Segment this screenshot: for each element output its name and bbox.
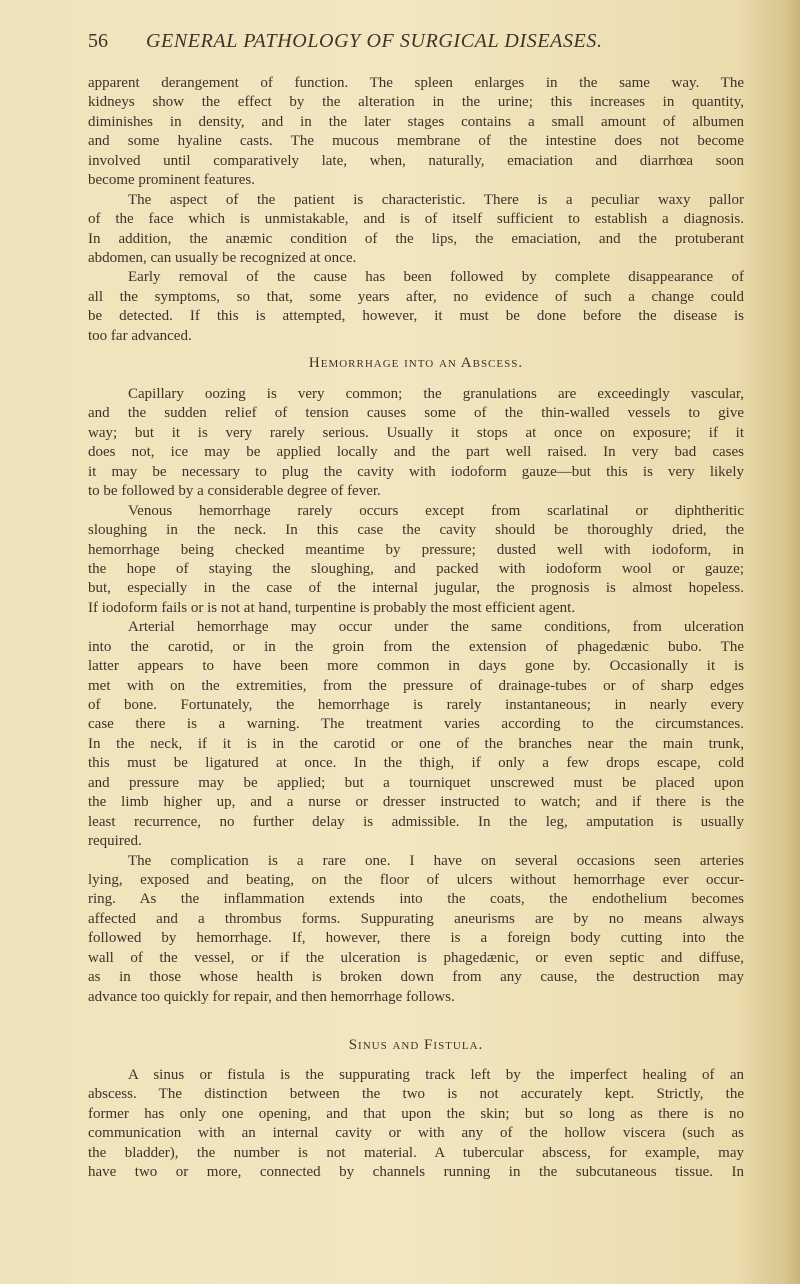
text-line: the bladder), the number is not material. A tubercular abscess, for example, may bbox=[88, 1144, 744, 1161]
text-line: Early removal of the cause has been followed by complete disappearance of bbox=[128, 269, 744, 286]
text-line: into the carotid, or in the groin from the extension of phagedænic bubo. The bbox=[88, 638, 744, 655]
text-line: the limb higher up, and a nurse or dresser instructed to watch; and if there is the bbox=[88, 794, 744, 811]
text-line: abscess. The distinction between the two is not accurately kept. Strictly, the bbox=[88, 1086, 744, 1103]
text-block-intro bbox=[88, 74, 744, 346]
text-line: former has only one opening, and that upon the skin; but so long as there is no bbox=[88, 1105, 744, 1122]
paragraph bbox=[88, 1066, 744, 1183]
text-line: followed by hemorrhage. If, however, there is a foreign body cutting into the bbox=[88, 930, 744, 947]
section-heading-hemorrhage: Hemorrhage into an Abscess. bbox=[308, 355, 524, 371]
text-line: to be followed by a considerable degree of fever. bbox=[88, 483, 381, 500]
text-line: have two or more, connected by channels running in the subcutaneous tissue. In bbox=[88, 1164, 744, 1181]
text-line: ring. As the inflammation extends into the coats, the endothelium becomes bbox=[88, 891, 744, 908]
text-line: In the neck, if it is in the carotid or one of the branches near the main trunk, bbox=[88, 735, 744, 752]
text-line: all the symptoms, so that, some years after, no evidence of such a change could bbox=[88, 288, 744, 305]
running-title: GENERAL PATHOLOGY OF SURGICAL DISEASES. bbox=[146, 30, 603, 52]
text-line: apparent derangement of function. The spleen enlarges in the same way. The bbox=[88, 75, 744, 91]
text-line: If iodoform fails or is not at hand, turpentine is probably the most efficient agent. bbox=[88, 599, 576, 616]
text-line: of the face which is unmistakable, and is of itself sufficient to establish a diagnosis. bbox=[88, 211, 744, 228]
paragraph bbox=[88, 852, 744, 1008]
paragraph bbox=[88, 191, 744, 269]
paragraph bbox=[88, 385, 744, 502]
text-line: Arterial hemorrhage may occur under the same conditions, from ulceration bbox=[128, 619, 744, 636]
text-line: communication with an internal cavity or with any of the hollow viscera (such as bbox=[88, 1125, 744, 1142]
text-line: of bone. Fortunately, the hemorrhage is rarely instantaneous; in nearly every bbox=[88, 697, 744, 713]
paragraph bbox=[88, 268, 744, 346]
text-line: The aspect of the patient is characteristic. There is a peculiar waxy pallor bbox=[128, 191, 744, 208]
page-number: 56 bbox=[88, 30, 108, 52]
text-line: least recurrence, no further delay is admissible. In the leg, amputation is usually bbox=[88, 813, 744, 830]
text-line: case there is a warning. The treatment varies according to the circumstances. bbox=[88, 716, 744, 733]
text-line: it may be necessary to plug the cavity with iodoform gauze—but this is very likely bbox=[88, 463, 744, 480]
text-line: kidneys show the effect by the alteration in the urine; this increases in quantity, bbox=[88, 94, 744, 111]
text-line: abdomen, can usually be recognized at once. bbox=[88, 249, 357, 266]
text-line: lying, exposed and beating, on the floor of ulcers without hemorrhage ever occur- bbox=[88, 871, 744, 888]
text-line: way; but it is very rarely serious. Usually it stops at once on exposure; if it bbox=[88, 424, 744, 441]
text-line: advance too quickly for repair, and then hemorrhage follows. bbox=[88, 988, 455, 1005]
text-line: and some hyaline casts. The mucous membrane of the intestine does not become bbox=[88, 133, 744, 150]
text-line: required. bbox=[88, 833, 142, 850]
text-line: In addition, the anæmic condition of the lips, the emaciation, and the protuberant bbox=[88, 230, 744, 247]
text-line: become prominent features. bbox=[88, 172, 256, 189]
text-line: wall of the vessel, or if the ulceration is phagedænic, or even septic and diffuse, bbox=[88, 949, 744, 966]
page-header bbox=[88, 30, 744, 56]
paragraph bbox=[88, 502, 744, 619]
text-line: involved until comparatively late, when, naturally, emaciation and diarrhœa soon bbox=[88, 152, 744, 169]
paragraph bbox=[88, 74, 744, 191]
text-line: and the sudden relief of tension causes some of the thin-walled vessels to give bbox=[88, 405, 744, 422]
text-line: affected and a thrombus forms. Suppurating aneurisms are by no means always bbox=[88, 910, 744, 927]
text-line: A sinus or fistula is the suppurating track left by the imperfect healing of an bbox=[128, 1067, 744, 1083]
text-line: met with on the extremities, from the pressure of drainage-tubes or of sharp edges bbox=[88, 677, 744, 694]
text-line: hemorrhage being checked meantime by pressure; dusted well with iodoform, in bbox=[88, 541, 744, 558]
text-block-sinus bbox=[88, 1066, 744, 1183]
text-line: be detected. If this is attempted, however, it must be done before the disease is bbox=[88, 308, 744, 325]
text-line: sloughing in the neck. In this case the cavity should be thoroughly dried, the bbox=[88, 522, 744, 539]
paragraph bbox=[88, 618, 744, 851]
text-line: diminishes in density, and in the later stages contains a small amount of albumen bbox=[88, 113, 744, 130]
text-line: The complication is a rare one. I have on several occasions seen arteries bbox=[128, 852, 744, 869]
text-line: but, especially in the case of the internal jugular, the prognosis is almost hopeless. bbox=[88, 580, 744, 597]
text-line: does not, ice may be applied locally and the part well raised. In very bad cases bbox=[88, 444, 744, 461]
text-line: as in those whose health is broken down from any cause, the destruction may bbox=[88, 969, 744, 986]
text-line: and pressure may be applied; but a tourniquet unscrewed must be placed upon bbox=[88, 774, 744, 791]
text-block-hemorrhage bbox=[88, 385, 744, 1007]
text-line: too far advanced. bbox=[88, 327, 192, 344]
text-line: latter appears to have been more common in days gone by. Occasionally it is bbox=[88, 658, 744, 675]
text-line: Capillary oozing is very common; the granulations are exceedingly vascular, bbox=[128, 386, 744, 402]
text-line: the hope of staying the sloughing, and packed with iodoform wool or gauze; bbox=[88, 560, 744, 577]
text-line: Venous hemorrhage rarely occurs except from scarlatinal or diphtheritic bbox=[128, 502, 744, 519]
section-heading-sinus: Sinus and Fistula. bbox=[348, 1037, 484, 1053]
text-line: this must be ligatured at once. In the thigh, if only a few drops escape, cold bbox=[88, 755, 744, 772]
